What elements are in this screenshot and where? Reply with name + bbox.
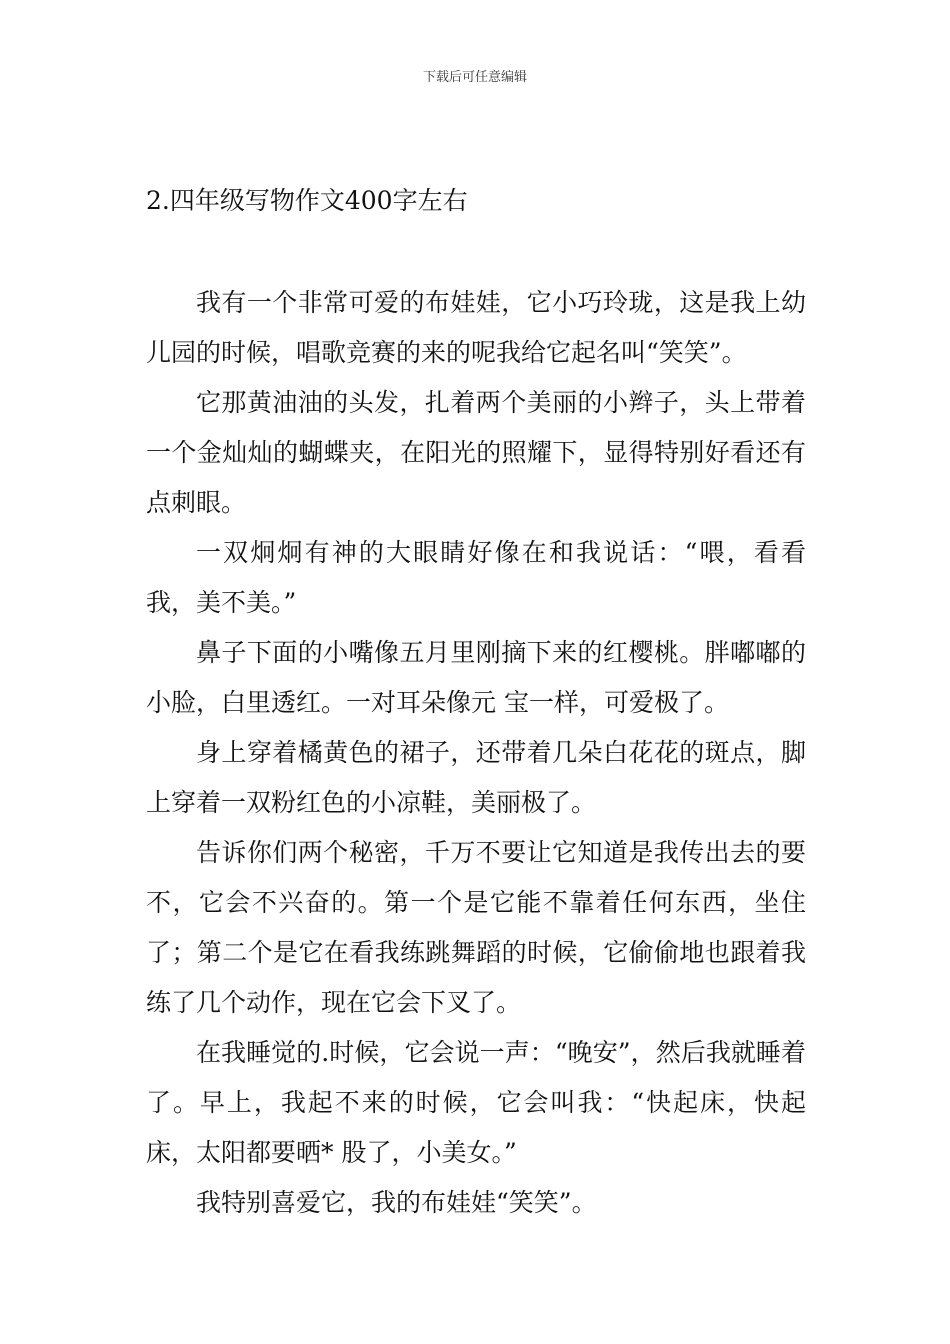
paragraph: 在我睡觉的.时候，它会说一声：“晚安”，然后我就睡着了。早上，我起不来的时候，它会叫我：“快起床，快起床，太阳都要晒* 股了，小美女。” xyxy=(146,1038,806,1167)
paragraph: 身上穿着橘黄色的裙子，还带着几朵白花花的斑点，脚上穿着一双粉红色的小凉鞋，美丽极了。 xyxy=(146,738,806,817)
paragraph: 告诉你们两个秘密，千万不要让它知道是我传出去的要不，它会不兴奋的。第一个是它能不靠着任何东西，坐住了；第二个是它在看我练跳舞蹈的时候，它偷偷地也跟着我练了几个动作，现在它会下叉了。 xyxy=(146,838,806,1017)
paragraph: 鼻子下面的小嘴像五月里刚摘下来的红樱桃。胖嘟嘟的小脸，白里透红。一对耳朵像元 宝一样，可爱极了。 xyxy=(146,638,806,717)
paragraph: 它那黄油油的头发，扎着两个美丽的小辫子，头上带着一个金灿灿的蝴蝶夹，在阳光的照耀下，显得特别好看还有点刺眼。 xyxy=(146,388,806,517)
document-body xyxy=(146,278,806,1228)
document-title: 2.四年级写物作文400字左右 xyxy=(146,186,468,215)
paragraph: 我特别喜爱它，我的布娃娃“笑笑”。 xyxy=(196,1188,597,1217)
paragraph: 我有一个非常可爱的布娃娃，它小巧玲珑，这是我上幼儿园的时候，唱歌竞赛的来的呢我给它起名叫“笑笑”。 xyxy=(146,288,806,367)
page-header: 下载后可任意编辑 xyxy=(422,70,527,85)
paragraph: 一双炯炯有神的大眼睛好像在和我说话：“喂，看看我，美不美。” xyxy=(146,538,806,617)
